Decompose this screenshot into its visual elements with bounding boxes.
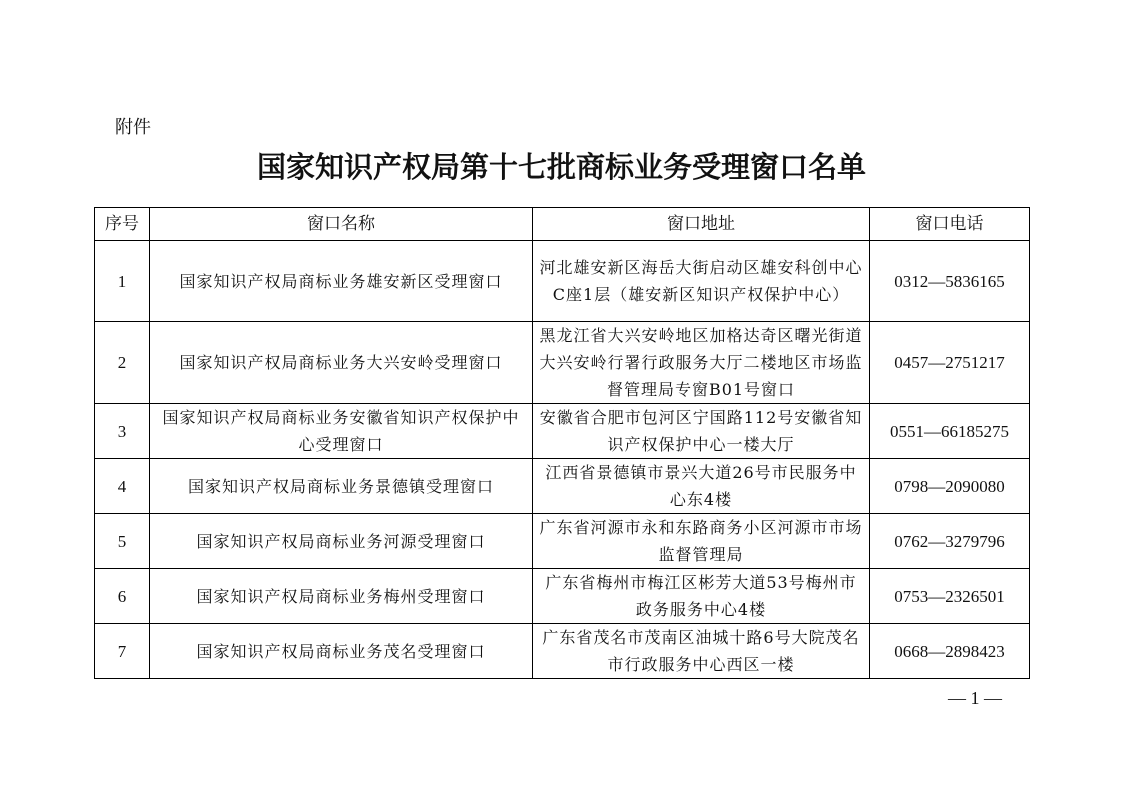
table-row [95,404,1030,459]
row-window-phone: 0798—2090080 [870,459,1030,514]
row-window-phone: 0457—2751217 [870,322,1030,404]
row-window-name: 国家知识产权局商标业务安徽省知识产权保护中心受理窗口 [150,404,533,459]
row-window-phone: 0753—2326501 [870,569,1030,624]
header-window-phone: 窗口电话 [870,208,1030,241]
row-window-address: 河北雄安新区海岳大街启动区雄安科创中心C座1层（雄安新区知识产权保护中心） [533,241,870,322]
row-window-address: 广东省梅州市梅江区彬芳大道53号梅州市政务服务中心4楼 [533,569,870,624]
window-list-table [94,207,1030,679]
row-window-address: 黑龙江省大兴安岭地区加格达奇区曙光街道大兴安岭行署行政服务大厅二楼地区市场监督管理局专窗B01号窗口 [533,322,870,404]
row-window-name: 国家知识产权局商标业务景德镇受理窗口 [150,459,533,514]
header-seq: 序号 [95,208,150,241]
table-row [95,459,1030,514]
row-seq: 2 [95,322,150,404]
header-window-name: 窗口名称 [150,208,533,241]
row-window-name: 国家知识产权局商标业务梅州受理窗口 [150,569,533,624]
table-row [95,322,1030,404]
header-window-address: 窗口地址 [533,208,870,241]
row-window-address: 安徽省合肥市包河区宁国路112号安徽省知识产权保护中心一楼大厅 [533,404,870,459]
row-window-name: 国家知识产权局商标业务雄安新区受理窗口 [150,241,533,322]
row-seq: 5 [95,514,150,569]
page-number: — 1 — [948,688,1002,708]
row-window-phone: 0762—3279796 [870,514,1030,569]
row-window-name: 国家知识产权局商标业务大兴安岭受理窗口 [150,322,533,404]
row-window-name: 国家知识产权局商标业务河源受理窗口 [150,514,533,569]
attachment-label: 附件 [115,117,151,138]
row-seq: 4 [95,459,150,514]
table-row [95,624,1030,679]
document-title: 国家知识产权局第十七批商标业务受理窗口名单 [256,150,866,184]
table-header-row [95,208,1030,241]
table-row [95,241,1030,322]
row-seq: 6 [95,569,150,624]
row-window-phone: 0312—5836165 [870,241,1030,322]
row-seq: 3 [95,404,150,459]
row-window-address: 广东省茂名市茂南区油城十路6号大院茂名市行政服务中心西区一楼 [533,624,870,679]
row-seq: 7 [95,624,150,679]
row-window-address: 江西省景德镇市景兴大道26号市民服务中心东4楼 [533,459,870,514]
row-window-phone: 0668—2898423 [870,624,1030,679]
row-window-name: 国家知识产权局商标业务茂名受理窗口 [150,624,533,679]
table-row [95,514,1030,569]
table-row [95,569,1030,624]
row-window-phone: 0551—66185275 [870,404,1030,459]
row-seq: 1 [95,241,150,322]
row-window-address: 广东省河源市永和东路商务小区河源市市场监督管理局 [533,514,870,569]
